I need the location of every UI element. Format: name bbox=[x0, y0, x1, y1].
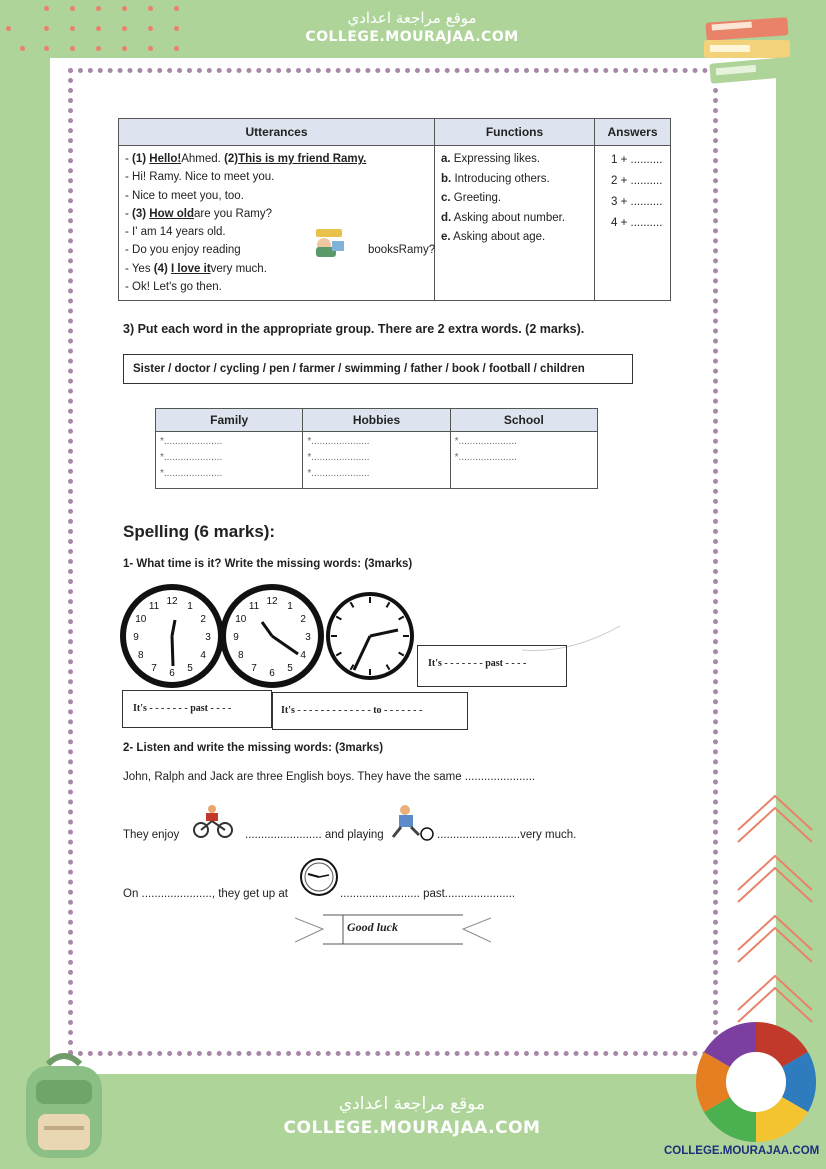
clock-numeral: 3 bbox=[305, 632, 311, 643]
books-icon bbox=[700, 14, 806, 96]
function-item: e. Asking about age. bbox=[441, 231, 546, 243]
function-item: b. Introducing others. bbox=[441, 172, 550, 185]
listening-blank-time[interactable]: ......................... past...................... bbox=[340, 888, 516, 900]
spelling-title: Spelling (6 marks): bbox=[123, 522, 276, 541]
question-3-instruction: 3) Put each word in the appropriate group. There are 2 extra words. (2 marks). bbox=[123, 322, 585, 336]
utterance-line: - Do you enjoy reading booksRamy? bbox=[125, 241, 428, 259]
clock-numeral: 9 bbox=[133, 632, 139, 643]
utterance-line: - I' am 14 years old. bbox=[125, 226, 226, 239]
utterances-cell bbox=[119, 146, 435, 301]
spelling-q1: 1- What time is it? Write the missing words: (3marks) bbox=[123, 558, 413, 570]
clock-numeral: 11 bbox=[148, 600, 160, 612]
answer-slot[interactable]: 3 + .......... bbox=[611, 196, 663, 208]
clock-numeral: 3 bbox=[205, 632, 211, 643]
clock-numeral: 10 bbox=[135, 614, 147, 625]
clock-numeral: 7 bbox=[251, 663, 257, 675]
clock-face bbox=[328, 594, 412, 678]
group-header-family: Family bbox=[156, 409, 303, 432]
group-header-school: School bbox=[450, 409, 597, 432]
small-clock-icon bbox=[298, 856, 340, 898]
site-logo-icon bbox=[694, 1020, 818, 1144]
clock-numeral: 2 bbox=[200, 614, 206, 625]
function-item: a. Expressing likes. bbox=[441, 153, 541, 165]
clock-numeral: 4 bbox=[200, 650, 206, 661]
hobbies-answers[interactable]: *..................... *..................... *..................... bbox=[303, 432, 450, 489]
utterance-line: - Yes (4) I love itvery much. bbox=[125, 262, 267, 275]
time-answer-box[interactable]: It's - - - - - - - past - - - - bbox=[122, 690, 272, 728]
clock-face bbox=[123, 587, 221, 685]
backpack-icon bbox=[14, 1050, 114, 1165]
good-luck-banner bbox=[295, 910, 491, 948]
listening-blank-day[interactable]: On ......................, they get up at bbox=[123, 888, 288, 900]
answer-slot[interactable]: 4 + .......... bbox=[611, 217, 663, 229]
chevron-decoration bbox=[730, 790, 820, 1040]
site-footer bbox=[262, 1076, 562, 1169]
answer-slot[interactable]: 1 + .......... bbox=[611, 154, 663, 166]
football-player-icon bbox=[389, 803, 435, 841]
clock-numeral: 6 bbox=[169, 668, 175, 679]
col-header-functions: Functions bbox=[435, 119, 595, 146]
clock-numeral: 12 bbox=[266, 596, 278, 607]
col-header-answers: Answers bbox=[595, 119, 671, 146]
good-luck-text: Good luck bbox=[347, 920, 398, 934]
utterance-line: - Hi! Ramy. Nice to meet you. bbox=[125, 171, 275, 184]
clock-numeral: 5 bbox=[287, 663, 293, 675]
utterance-line: - Ok! Let's go then. bbox=[125, 281, 222, 294]
header-arabic-title: موقع مراجعة اعدادي bbox=[347, 9, 477, 27]
clock-numeral: 8 bbox=[138, 650, 144, 661]
spelling-q2: 2- Listen and write the missing words: (3marks) bbox=[123, 742, 384, 754]
listening-blank-hobby[interactable]: ........................ and playing bbox=[245, 829, 384, 841]
clock-numeral: 9 bbox=[233, 632, 239, 643]
clock-numeral: 6 bbox=[269, 668, 275, 679]
answers-cell bbox=[595, 146, 671, 301]
clock-numeral: 12 bbox=[166, 596, 178, 607]
clock-numeral: 1 bbox=[287, 600, 293, 612]
clock-numeral: 2 bbox=[300, 614, 306, 625]
footer-arabic-title: موقع مراجعة اعدادي bbox=[338, 1094, 486, 1114]
time-answer-box[interactable]: It's - - - - - - - past - - - - bbox=[417, 645, 567, 687]
decorative-dots bbox=[0, 0, 210, 60]
time-answer-box[interactable]: It's - - - - - - - - - - - - - to - - - - - - - bbox=[272, 692, 468, 730]
col-header-utterances: Utterances bbox=[119, 119, 435, 146]
listening-line-1[interactable]: John, Ralph and Jack are three English boys. They have the same ...................... bbox=[123, 771, 536, 783]
clock-numeral: 10 bbox=[235, 614, 247, 625]
brand-site-link[interactable]: COLLEGE.MOURAJAA.COM bbox=[664, 1145, 820, 1157]
listening-blank-sport[interactable]: ..........................very much. bbox=[437, 829, 577, 841]
clock-numeral: 7 bbox=[151, 663, 157, 675]
functions-cell bbox=[435, 146, 595, 301]
function-item: c. Greeting. bbox=[441, 192, 502, 204]
listening-text: They enjoy bbox=[123, 829, 180, 841]
header-site-link[interactable]: COLLEGE.MOURAJAA.COM bbox=[305, 29, 519, 45]
word-bank: Sister / doctor / cycling / pen / farmer / swimming / father / book / football / children bbox=[123, 354, 633, 384]
school-answers[interactable]: *..................... *..................... bbox=[450, 432, 597, 489]
function-item: d. Asking about number. bbox=[441, 211, 566, 224]
groups-table bbox=[155, 408, 598, 489]
site-header bbox=[262, 0, 562, 58]
clock-face bbox=[223, 587, 321, 685]
utterance-line: - (3) How oldare you Ramy? bbox=[125, 207, 272, 220]
answer-slot[interactable]: 2 + .......... bbox=[611, 175, 663, 187]
cyclist-icon bbox=[192, 803, 234, 839]
utterances-table bbox=[118, 118, 671, 301]
footer-site-link[interactable]: COLLEGE.MOURAJAA.COM bbox=[283, 1118, 541, 1138]
clock-numeral: 5 bbox=[187, 663, 193, 675]
utterance-line: - Nice to meet you, too. bbox=[125, 189, 244, 202]
clock-numeral: 4 bbox=[300, 650, 306, 661]
clock-numeral: 1 bbox=[187, 600, 193, 612]
clock-numeral: 8 bbox=[238, 650, 244, 661]
clock-numeral: 11 bbox=[248, 600, 260, 612]
family-answers[interactable]: *..................... *..................... *..................... bbox=[156, 432, 303, 489]
reading-boy-icon bbox=[310, 227, 348, 259]
clocks-row bbox=[120, 582, 420, 692]
utterance-line: - (1) Hello!Ahmed. (2)This is my friend Ramy. bbox=[125, 153, 367, 165]
group-header-hobbies: Hobbies bbox=[303, 409, 450, 432]
